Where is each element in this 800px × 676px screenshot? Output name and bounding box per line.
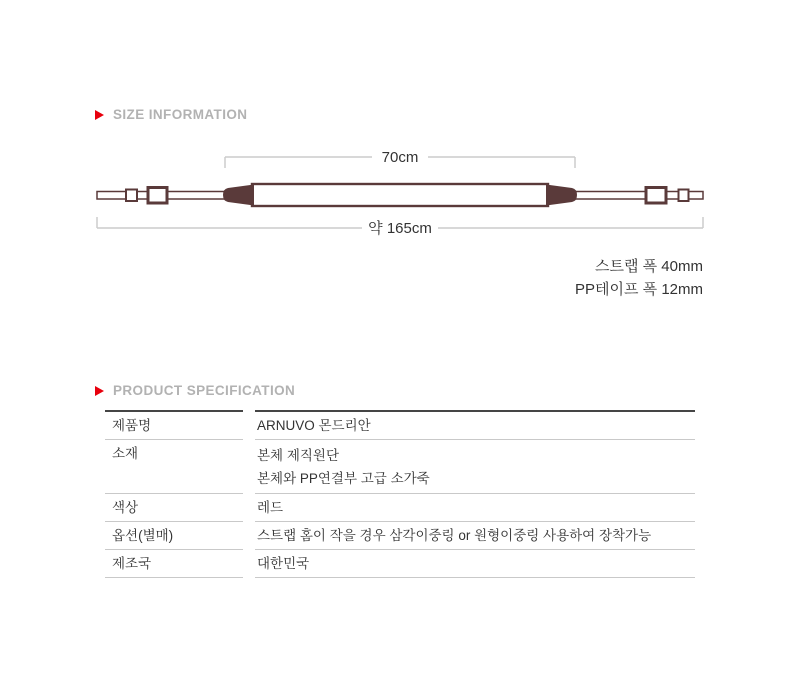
strap-right-large-buckle — [646, 188, 666, 204]
spec-row-color — [105, 494, 695, 522]
spec-label: 제품명 — [105, 410, 243, 440]
width-notes — [575, 255, 703, 301]
spec-label: 소재 — [105, 440, 243, 494]
product-specification-header — [95, 383, 295, 398]
spec-value-line: 본체와 PP연결부 고급 소가죽 — [257, 471, 430, 486]
spec-label: 색상 — [105, 494, 243, 522]
pp-tape-width-note: PP테이프 폭 12mm — [575, 281, 703, 298]
strap-right-small-buckle — [679, 190, 689, 202]
spec-value: 대한민국 — [255, 550, 695, 578]
spec-row-product-name — [105, 410, 695, 440]
spec-value — [255, 440, 695, 494]
spec-value: 스트랩 홈이 작을 경우 삼각이중링 or 원형이중링 사용하여 장착가능 — [255, 522, 695, 550]
strap-size-diagram — [90, 142, 710, 242]
strap-right-taper — [546, 185, 577, 206]
column-gap — [243, 522, 255, 550]
spec-label: 제조국 — [105, 550, 243, 578]
triangle-marker-icon — [95, 386, 104, 396]
spec-section-title: PRODUCT SPECIFICATION — [113, 383, 296, 398]
spec-row-material — [105, 440, 695, 494]
spec-row-country — [105, 550, 695, 578]
size-section-title: SIZE INFORMATION — [113, 107, 248, 122]
strap-left-large-buckle — [148, 188, 167, 204]
spec-label: 옵션(별매) — [105, 522, 243, 550]
column-gap — [243, 550, 255, 578]
column-gap — [243, 440, 255, 494]
strap-left-taper — [223, 185, 254, 206]
column-gap — [243, 410, 255, 440]
strap-drawing — [97, 184, 703, 206]
column-gap — [243, 494, 255, 522]
size-information-header — [95, 107, 247, 122]
pad-width-label: 70cm — [381, 149, 419, 166]
strap-pad — [252, 184, 548, 206]
triangle-marker-icon — [95, 110, 104, 120]
spec-value: ARNUVO 몬드리안 — [255, 410, 695, 440]
spec-row-option — [105, 522, 695, 550]
total-length-label: 약 165cm — [368, 220, 432, 237]
spec-table — [105, 410, 695, 578]
spec-value: 레드 — [255, 494, 695, 522]
strap-width-note: 스트랩 폭 40mm — [595, 258, 703, 275]
strap-left-small-buckle — [126, 190, 137, 202]
spec-value-line: 본체 제직원단 — [257, 448, 339, 463]
